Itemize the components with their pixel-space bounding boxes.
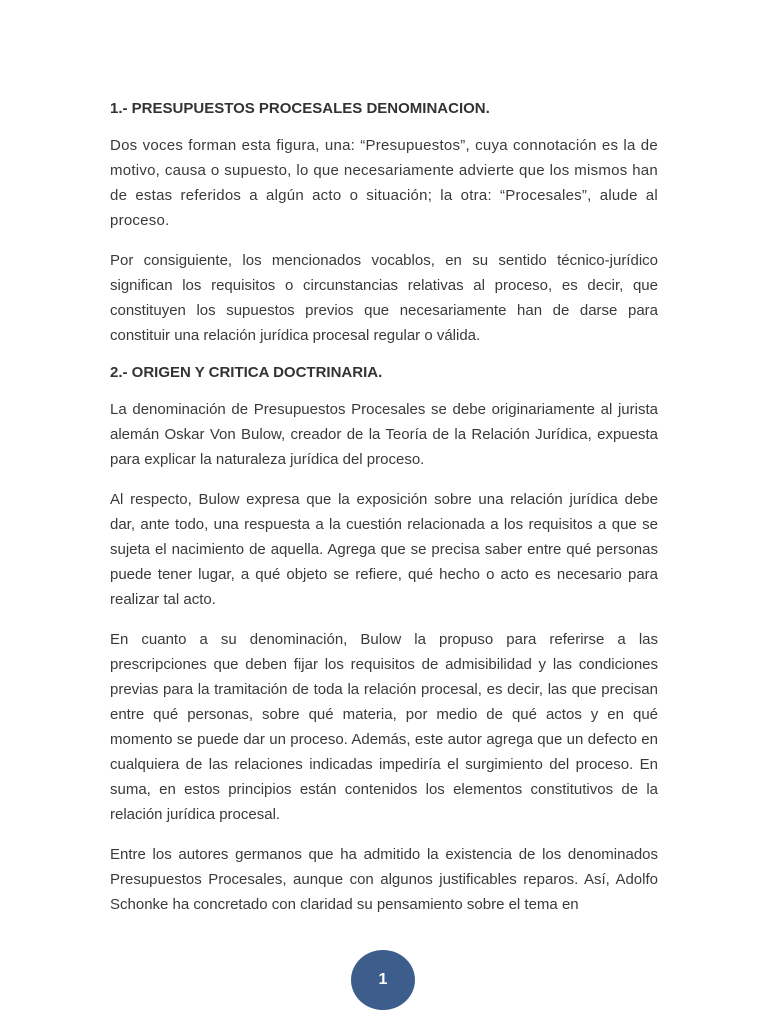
paragraph-2-2: Al respecto, Bulow expresa que la exposición sobre una relación jurídica debe dar, ante todo, una respuesta a la cuestión relacionada a los requisitos a que se sujeta el nacimiento de aquella. Agrega que se precisa saber entre qué personas puede tener lugar, a qué objeto se refiere, qué hecho o acto es necesario para realizar tal acto. (110, 491, 658, 608)
section-heading-1: 1.- PRESUPUESTOS PROCESALES DENOMINACION. (110, 100, 490, 117)
page-number-badge (351, 950, 415, 1010)
paragraph-2-4: Entre los autores germanos que ha admitido la existencia de los denominados Presupuestos Procesales, aunque con algunos justificables reparos. Así, Adolfo Schonke ha concretado con claridad su pensamiento sobre el tema en (110, 846, 658, 913)
paragraph-2-1: La denominación de Presupuestos Procesales se debe originariamente al jurista alemán Oskar Von Bulow, creador de la Teoría de la Relación Jurídica, expuesta para explicar la naturaleza jurídica del proceso. (110, 401, 658, 468)
page-number: 1 (378, 971, 388, 988)
section-heading-2: 2.- ORIGEN Y CRITICA DOCTRINARIA. (110, 364, 383, 381)
paragraph-2-3: En cuanto a su denominación, Bulow la propuso para referirse a las prescripciones que deben fijar los requisitos de admisibilidad y las condiciones previas para la tramitación de toda la relación procesal, es decir, las que precisan entre qué personas, sobre qué materia, por medio de qué actos y en qué momento se puede dar un proceso. Además, este autor agrega que un defecto en cualquiera de las relaciones indicadas impediría el surgimiento del proceso. En suma, en estos principios están contenidos los elementos constitutivos de la relación jurídica procesal. (110, 631, 658, 823)
paragraph-1-2: Por consiguiente, los mencionados vocablos, en su sentido técnico-jurídico significan los requisitos o circunstancias relativas al proceso, es decir, que constituyen los supuestos previos que necesariamente han de darse para constituir una relación jurídica procesal regular o válida. (110, 252, 658, 344)
paragraph-1-1: Dos voces forman esta figura, una: “Presupuestos”, cuya connotación es la de motivo, causa o supuesto, lo que necesariamente advierte que los mismos han de estas referidos a algún acto o situación; la otra: “Procesales”, alude al proceso. (110, 137, 658, 229)
document-body (110, 99, 658, 932)
